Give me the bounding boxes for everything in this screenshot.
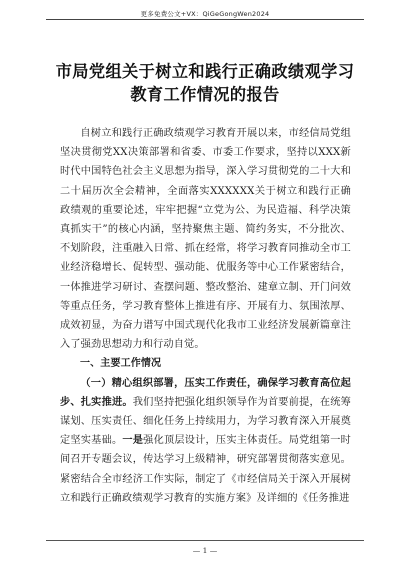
section-heading-1: 一、主要工作情况 (80, 358, 162, 370)
subsection-1-lead: （一）精心组织部署，压实工作责任，确保学习教育高位起步、扎实推进。 (60, 377, 351, 408)
point-one-marker: 一是 (122, 435, 144, 447)
document-title (40, 60, 370, 106)
subsection-1-paragraph (60, 374, 351, 508)
header-divider (46, 19, 364, 20)
title-line-2: 教育工作情况的报告 (130, 85, 280, 104)
header-promo-note: 更多免费公文+VX：QiGeGongWen2024 (140, 10, 270, 18)
intro-paragraph: 自树立和践行正确政绩观学习教育开展以来，市经信局党组坚决贯彻党XX决策部署和省委、市委工作要求，坚持以XXX新时代中国特色社会主义思想为指导，深入学习贯彻党的二十大和二十届历次全会精神，全面落实XXXXXX关于树立和践行正确政绩观的重要论述，牢牢把握“立党为公、为民造福、科学决策真抓实干”的核心内涵，坚持聚焦主题、简约务实，不分批次、不划阶段，注重融入日常、抓在经常，将学习教育同推动全市工业经济稳增长、促转型、强动能、优服务等中心工作紧密结合，一体推进学习研讨、查摆问题、整改整治、建章立制、开门问效等重点任务，学习教育整体上推进有序、开展有力、氛围浓厚、成效初显，为奋力谱写中国式现代化我市工业经济发展新篇章注入了强劲思想动力和行动自觉。 (60, 128, 351, 351)
subsection-1-text-a: 我们坚持把强化组织领导作为首要前提，在统筹谋划、压实责任、细化任务上持续用力，为学习教育深入开展奠定坚实基础。 (60, 396, 351, 447)
document-body (60, 124, 351, 508)
footer-divider (46, 540, 364, 541)
title-line-1: 市局党组关于树立和践行正确政绩观学习 (55, 62, 355, 81)
subsection-1-text-b: 强化顶层设计，压实主体责任。局党组第一时间召开专题会议，传达学习上级精神，研究部署贯彻落实意见。紧密结合全市经济工作实际，制定了《市经信局关于深入开展树立和践行正确政绩观学习教育的实施方案》及详细的《任务推进 (60, 435, 351, 504)
page-number: — 1 — (192, 546, 218, 555)
